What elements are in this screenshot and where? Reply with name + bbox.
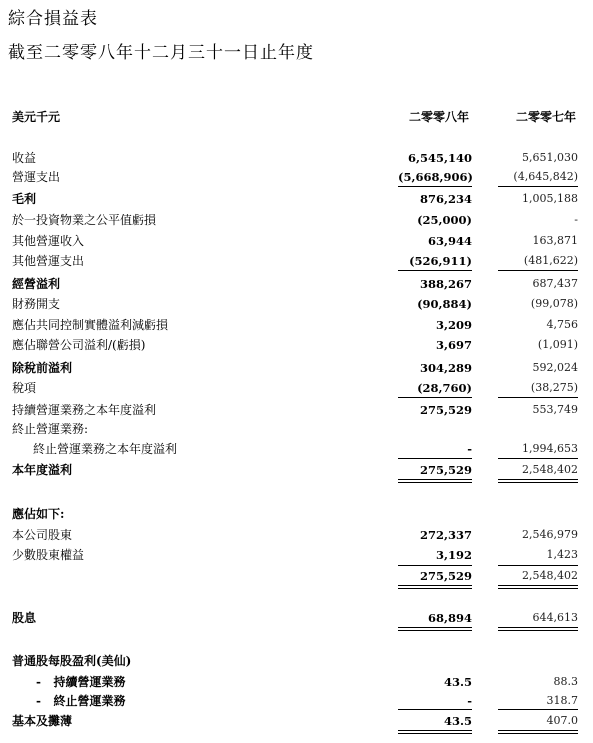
table-row xyxy=(0,274,593,294)
table-row xyxy=(0,504,593,524)
value-2007: 163,871 xyxy=(532,234,578,247)
table-row xyxy=(0,148,593,168)
row-label: 財務開支 xyxy=(12,297,61,311)
total-double-rule xyxy=(498,733,578,734)
table-row xyxy=(0,439,593,459)
row-label: 股息 xyxy=(12,611,37,625)
table-row xyxy=(0,711,593,731)
table-row xyxy=(0,400,593,420)
row-label: 於一投資物業之公平值虧損 xyxy=(12,213,157,227)
table-row xyxy=(0,294,593,314)
value-2007: 553,749 xyxy=(532,403,578,416)
row-label: 應佔共同控制實體溢利減虧損 xyxy=(12,318,169,332)
value-2007: 1,005,188 xyxy=(522,192,578,205)
row-label: 持續營運業務之本年度溢利 xyxy=(12,403,157,417)
value-2008: 43.5 xyxy=(443,714,472,728)
total-double-rule xyxy=(398,730,472,731)
value-2008: 275,529 xyxy=(419,569,472,583)
total-double-rule xyxy=(498,479,578,480)
value-2007: 687,437 xyxy=(532,277,578,290)
value-2007: - xyxy=(574,213,578,226)
value-2007: 2,548,402 xyxy=(522,569,578,582)
table-row xyxy=(0,189,593,209)
row-label: - 持續營運業務 xyxy=(36,675,126,689)
value-2007: 88.3 xyxy=(553,675,578,688)
value-2008: 3,192 xyxy=(435,548,472,562)
row-label: 本年度溢利 xyxy=(12,463,73,477)
total-double-rule xyxy=(498,630,578,631)
table-row xyxy=(0,566,593,586)
total-double-rule xyxy=(498,588,578,589)
table-row xyxy=(0,231,593,251)
table-row xyxy=(0,378,593,398)
value-2007: 4,756 xyxy=(546,318,578,331)
value-2008: - xyxy=(467,442,472,456)
value-2008: (90,884) xyxy=(417,297,472,311)
value-2007: 644,613 xyxy=(532,611,578,624)
row-label: 其他營運收入 xyxy=(12,234,85,248)
value-2008: 68,894 xyxy=(427,611,472,625)
value-2008: (526,911) xyxy=(409,254,472,268)
table-row xyxy=(0,358,593,378)
subtotal-rule xyxy=(398,458,472,459)
table-row xyxy=(0,545,593,565)
total-double-rule xyxy=(498,730,578,731)
value-2007: 407.0 xyxy=(546,714,578,727)
subtotal-rule xyxy=(398,270,472,271)
total-double-rule xyxy=(498,482,578,483)
row-label: 除稅前溢利 xyxy=(12,361,73,375)
table-row xyxy=(0,525,593,545)
value-2007: 1,423 xyxy=(546,548,578,561)
row-label: 終止營運業務之本年度溢利 xyxy=(33,442,178,456)
subtotal-rule xyxy=(498,397,578,398)
value-2008: 275,529 xyxy=(419,403,472,417)
total-double-rule xyxy=(398,733,472,734)
value-2007: (99,078) xyxy=(530,297,578,310)
value-2008: (5,668,906) xyxy=(398,170,473,184)
row-label: 經營溢利 xyxy=(12,277,61,291)
row-label: 基本及攤薄 xyxy=(12,714,73,728)
value-2007: 318.7 xyxy=(546,694,578,707)
row-label: 毛利 xyxy=(12,192,37,206)
subtotal-rule xyxy=(398,397,472,398)
value-2007: (38,275) xyxy=(530,381,578,394)
value-2008: 43.5 xyxy=(443,675,472,689)
row-label: 終止營運業務: xyxy=(12,422,89,436)
row-label: 本公司股東 xyxy=(12,528,73,542)
value-2008: 63,944 xyxy=(427,234,472,248)
table-row xyxy=(0,315,593,335)
table-row xyxy=(0,608,593,628)
value-2007: 592,024 xyxy=(532,361,578,374)
value-2007: (4,645,842) xyxy=(513,170,578,183)
unit-header: 美元千元 xyxy=(12,110,61,124)
value-2008: - xyxy=(467,694,472,708)
value-2008: 272,337 xyxy=(419,528,472,542)
subtotal-rule xyxy=(398,565,472,566)
row-label: 應佔如下: xyxy=(12,507,65,521)
row-label: - 終止營運業務 xyxy=(36,694,126,708)
value-2008: 3,697 xyxy=(435,338,472,352)
value-2007: 5,651,030 xyxy=(522,151,578,164)
value-2008: 3,209 xyxy=(435,318,472,332)
row-label: 普通股每股盈利(美仙) xyxy=(12,654,132,668)
total-double-rule xyxy=(398,585,472,586)
table-row xyxy=(0,672,593,692)
value-2007: 2,546,979 xyxy=(522,528,578,541)
statement-title: 綜合損益表 xyxy=(8,9,98,29)
value-2007: 1,994,653 xyxy=(522,442,578,455)
total-double-rule xyxy=(398,482,472,483)
row-label: 營運支出 xyxy=(12,170,61,184)
subtotal-rule xyxy=(498,709,578,710)
table-row xyxy=(0,419,593,439)
subtotal-rule xyxy=(498,270,578,271)
subtotal-rule xyxy=(498,186,578,187)
total-double-rule xyxy=(398,630,472,631)
total-double-rule xyxy=(498,627,578,628)
value-2008: 876,234 xyxy=(419,192,472,206)
value-2008: (25,000) xyxy=(417,213,472,227)
value-2008: 6,545,140 xyxy=(407,151,472,165)
value-2007: (481,622) xyxy=(523,254,578,267)
total-double-rule xyxy=(398,627,472,628)
statement-period: 截至二零零八年十二月三十一日止年度 xyxy=(8,43,314,63)
subtotal-rule xyxy=(498,458,578,459)
subtotal-rule xyxy=(398,186,472,187)
column-header-2007: 二零零七年 xyxy=(515,110,576,124)
table-row xyxy=(0,251,593,271)
table-row xyxy=(0,335,593,355)
value-2007: 2,548,402 xyxy=(522,463,578,476)
value-2008: 388,267 xyxy=(419,277,472,291)
total-double-rule xyxy=(498,585,578,586)
row-label: 應佔聯營公司溢利/(虧損) xyxy=(12,338,146,352)
total-double-rule xyxy=(398,588,472,589)
value-2007: (1,091) xyxy=(537,338,578,351)
subtotal-rule xyxy=(498,565,578,566)
table-row xyxy=(0,651,593,671)
table-row xyxy=(0,691,593,711)
row-label: 稅項 xyxy=(12,381,37,395)
row-label: 其他營運支出 xyxy=(12,254,85,268)
row-label: 收益 xyxy=(12,151,37,165)
table-row xyxy=(0,167,593,187)
subtotal-rule xyxy=(398,709,472,710)
value-2008: 275,529 xyxy=(419,463,472,477)
value-2008: 304,289 xyxy=(419,361,472,375)
value-2008: (28,760) xyxy=(417,381,472,395)
column-header-2008: 二零零八年 xyxy=(408,110,469,124)
total-double-rule xyxy=(398,479,472,480)
table-row xyxy=(0,460,593,480)
table-row xyxy=(0,210,593,230)
row-label: 少數股東權益 xyxy=(12,548,85,562)
